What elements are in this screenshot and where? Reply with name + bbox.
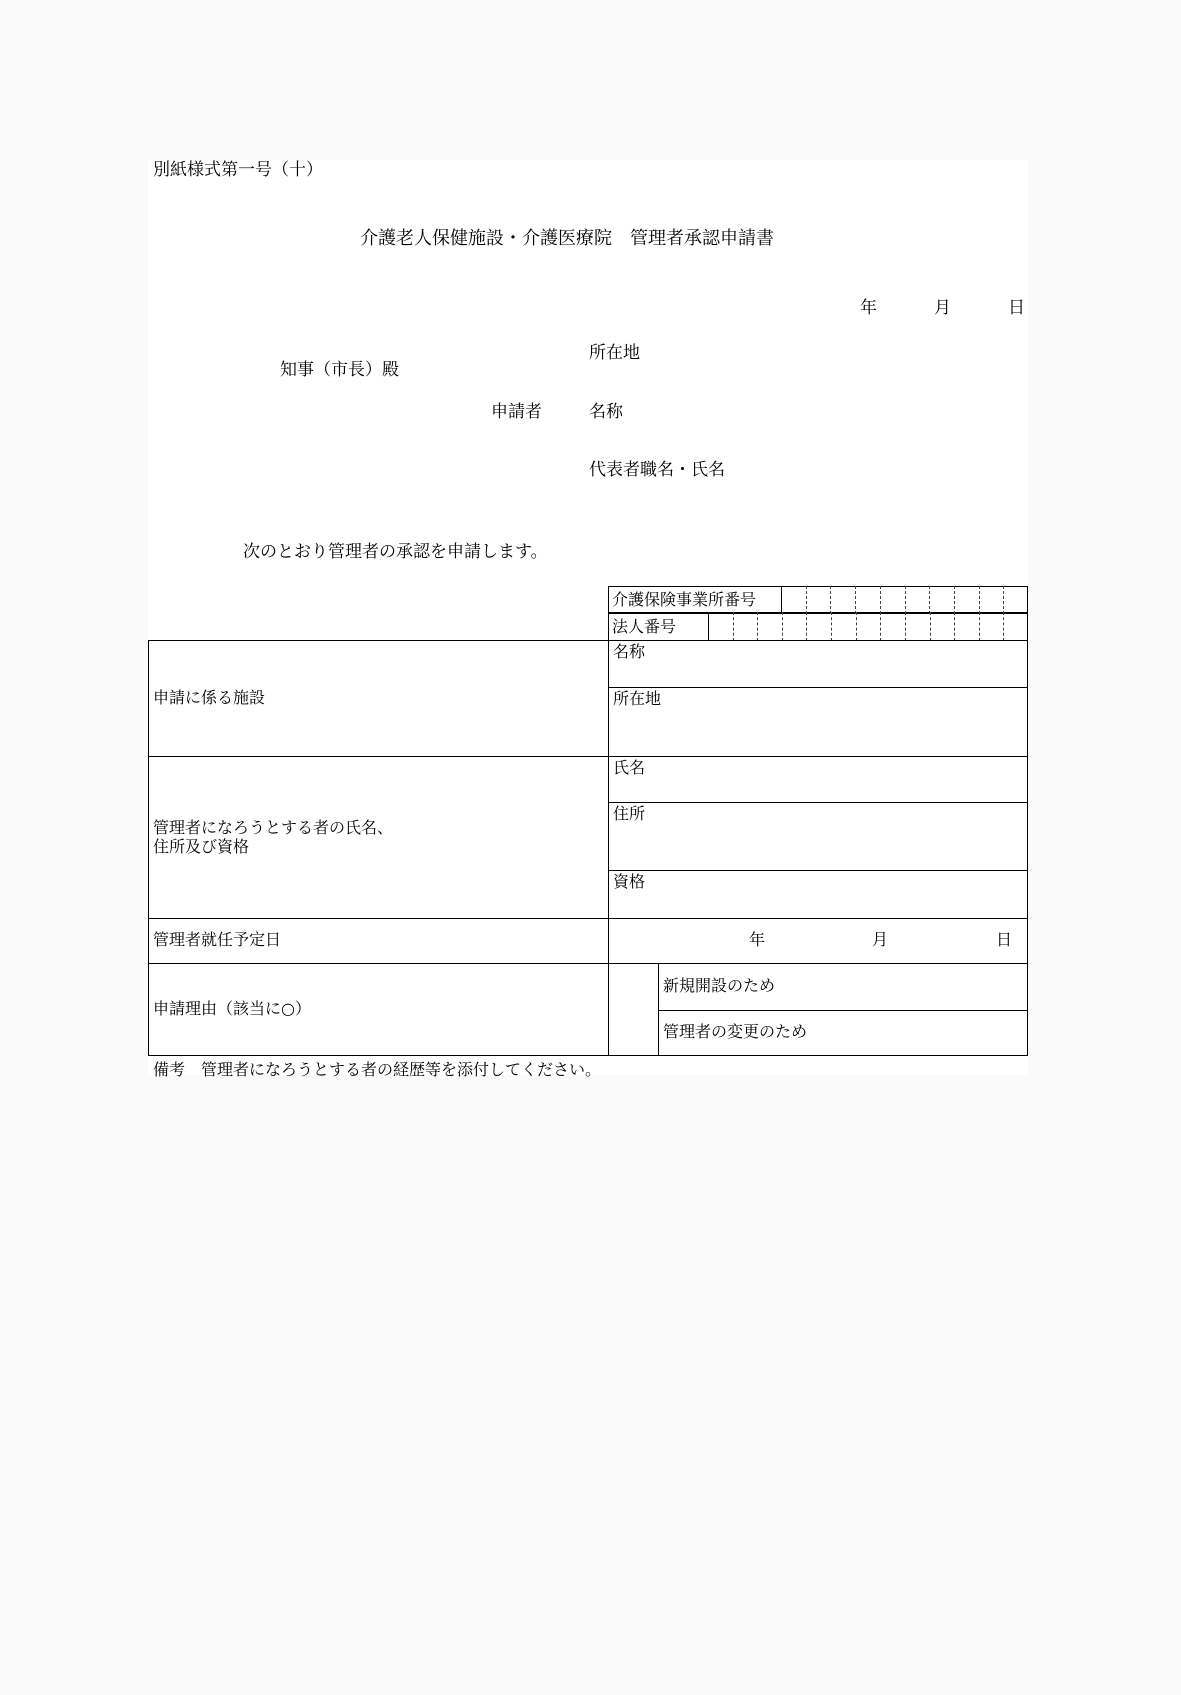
divider [658, 1010, 1028, 1011]
addressee: 知事（市長）殿 [280, 360, 399, 380]
reason-option-change: 管理者の変更のため [663, 1022, 808, 1041]
digit-cell-divider [880, 612, 881, 641]
facility-name-field[interactable]: 名称 [613, 642, 646, 661]
date-year: 年 [860, 298, 877, 318]
divider [608, 687, 1028, 688]
manager-label-line1: 管理者になろうとする者の氏名、 [153, 818, 394, 837]
digit-cell-divider [733, 612, 734, 641]
applicant-label: 申請者 [491, 402, 542, 422]
form-number: 別紙様式第一号（十） [153, 160, 323, 180]
reason-label: 申請理由（該当に○） [153, 999, 311, 1018]
applicant-name-label: 名称 [589, 402, 623, 422]
page-title: 介護老人保健施設・介護医療院 管理者承認申請書 [360, 228, 774, 249]
digit-cell-divider [979, 586, 980, 614]
facility-address-field[interactable]: 所在地 [613, 689, 662, 708]
digit-cell-divider [954, 612, 955, 641]
reason-new-checkbox[interactable] [610, 965, 656, 1009]
digit-cell-divider [830, 586, 831, 614]
divider [658, 963, 659, 1056]
divider [148, 756, 1028, 757]
manager-qualification-field[interactable]: 資格 [613, 872, 646, 891]
date-month: 月 [934, 298, 951, 318]
date-day: 日 [1008, 298, 1025, 318]
digit-cell-divider [905, 586, 906, 614]
divider [148, 963, 1028, 964]
digit-cell-divider [954, 586, 955, 614]
intro-text: 次のとおり管理者の承認を申請します。 [243, 542, 548, 562]
divider [608, 802, 1028, 803]
digit-cell-divider [1003, 586, 1004, 614]
digit-cell-divider [979, 612, 980, 641]
start-date-month[interactable]: 月 [872, 930, 889, 949]
digit-cell-divider [905, 612, 906, 641]
divider [781, 586, 782, 614]
manager-label-line2: 住所及び資格 [153, 837, 250, 856]
digit-cell-divider [806, 612, 807, 641]
digit-cell-divider [880, 586, 881, 614]
facility-label: 申請に係る施設 [153, 688, 266, 707]
divider [148, 918, 1028, 919]
divider [708, 612, 709, 641]
manager-name-field[interactable]: 氏名 [613, 758, 646, 777]
application-table [148, 640, 1028, 1056]
column-divider [608, 640, 609, 1056]
digit-cell-divider [782, 612, 783, 641]
digit-cell-divider [1003, 612, 1004, 641]
applicant-address-label: 所在地 [589, 343, 640, 363]
digit-cell-divider [855, 586, 856, 614]
corporate-number-label: 法人番号 [612, 617, 677, 636]
start-date-label: 管理者就任予定日 [153, 930, 282, 949]
reason-change-checkbox[interactable] [610, 1012, 656, 1054]
digit-cell-divider [757, 612, 758, 641]
digit-cell-divider [831, 612, 832, 641]
note-text: 備考 管理者になろうとする者の経歴等を添付してください。 [153, 1060, 602, 1079]
digit-cell-divider [929, 586, 930, 614]
digit-cell-divider [930, 612, 931, 641]
divider [608, 870, 1028, 871]
manager-address-field[interactable]: 住所 [613, 804, 646, 823]
representative-label: 代表者職名・氏名 [589, 460, 725, 480]
start-date-year[interactable]: 年 [749, 930, 766, 949]
care-office-number-label: 介護保険事業所番号 [612, 590, 757, 609]
digit-cell-divider [806, 586, 807, 614]
reason-option-new: 新規開設のため [663, 976, 776, 995]
start-date-day[interactable]: 日 [996, 930, 1013, 949]
digit-cell-divider [856, 612, 857, 641]
